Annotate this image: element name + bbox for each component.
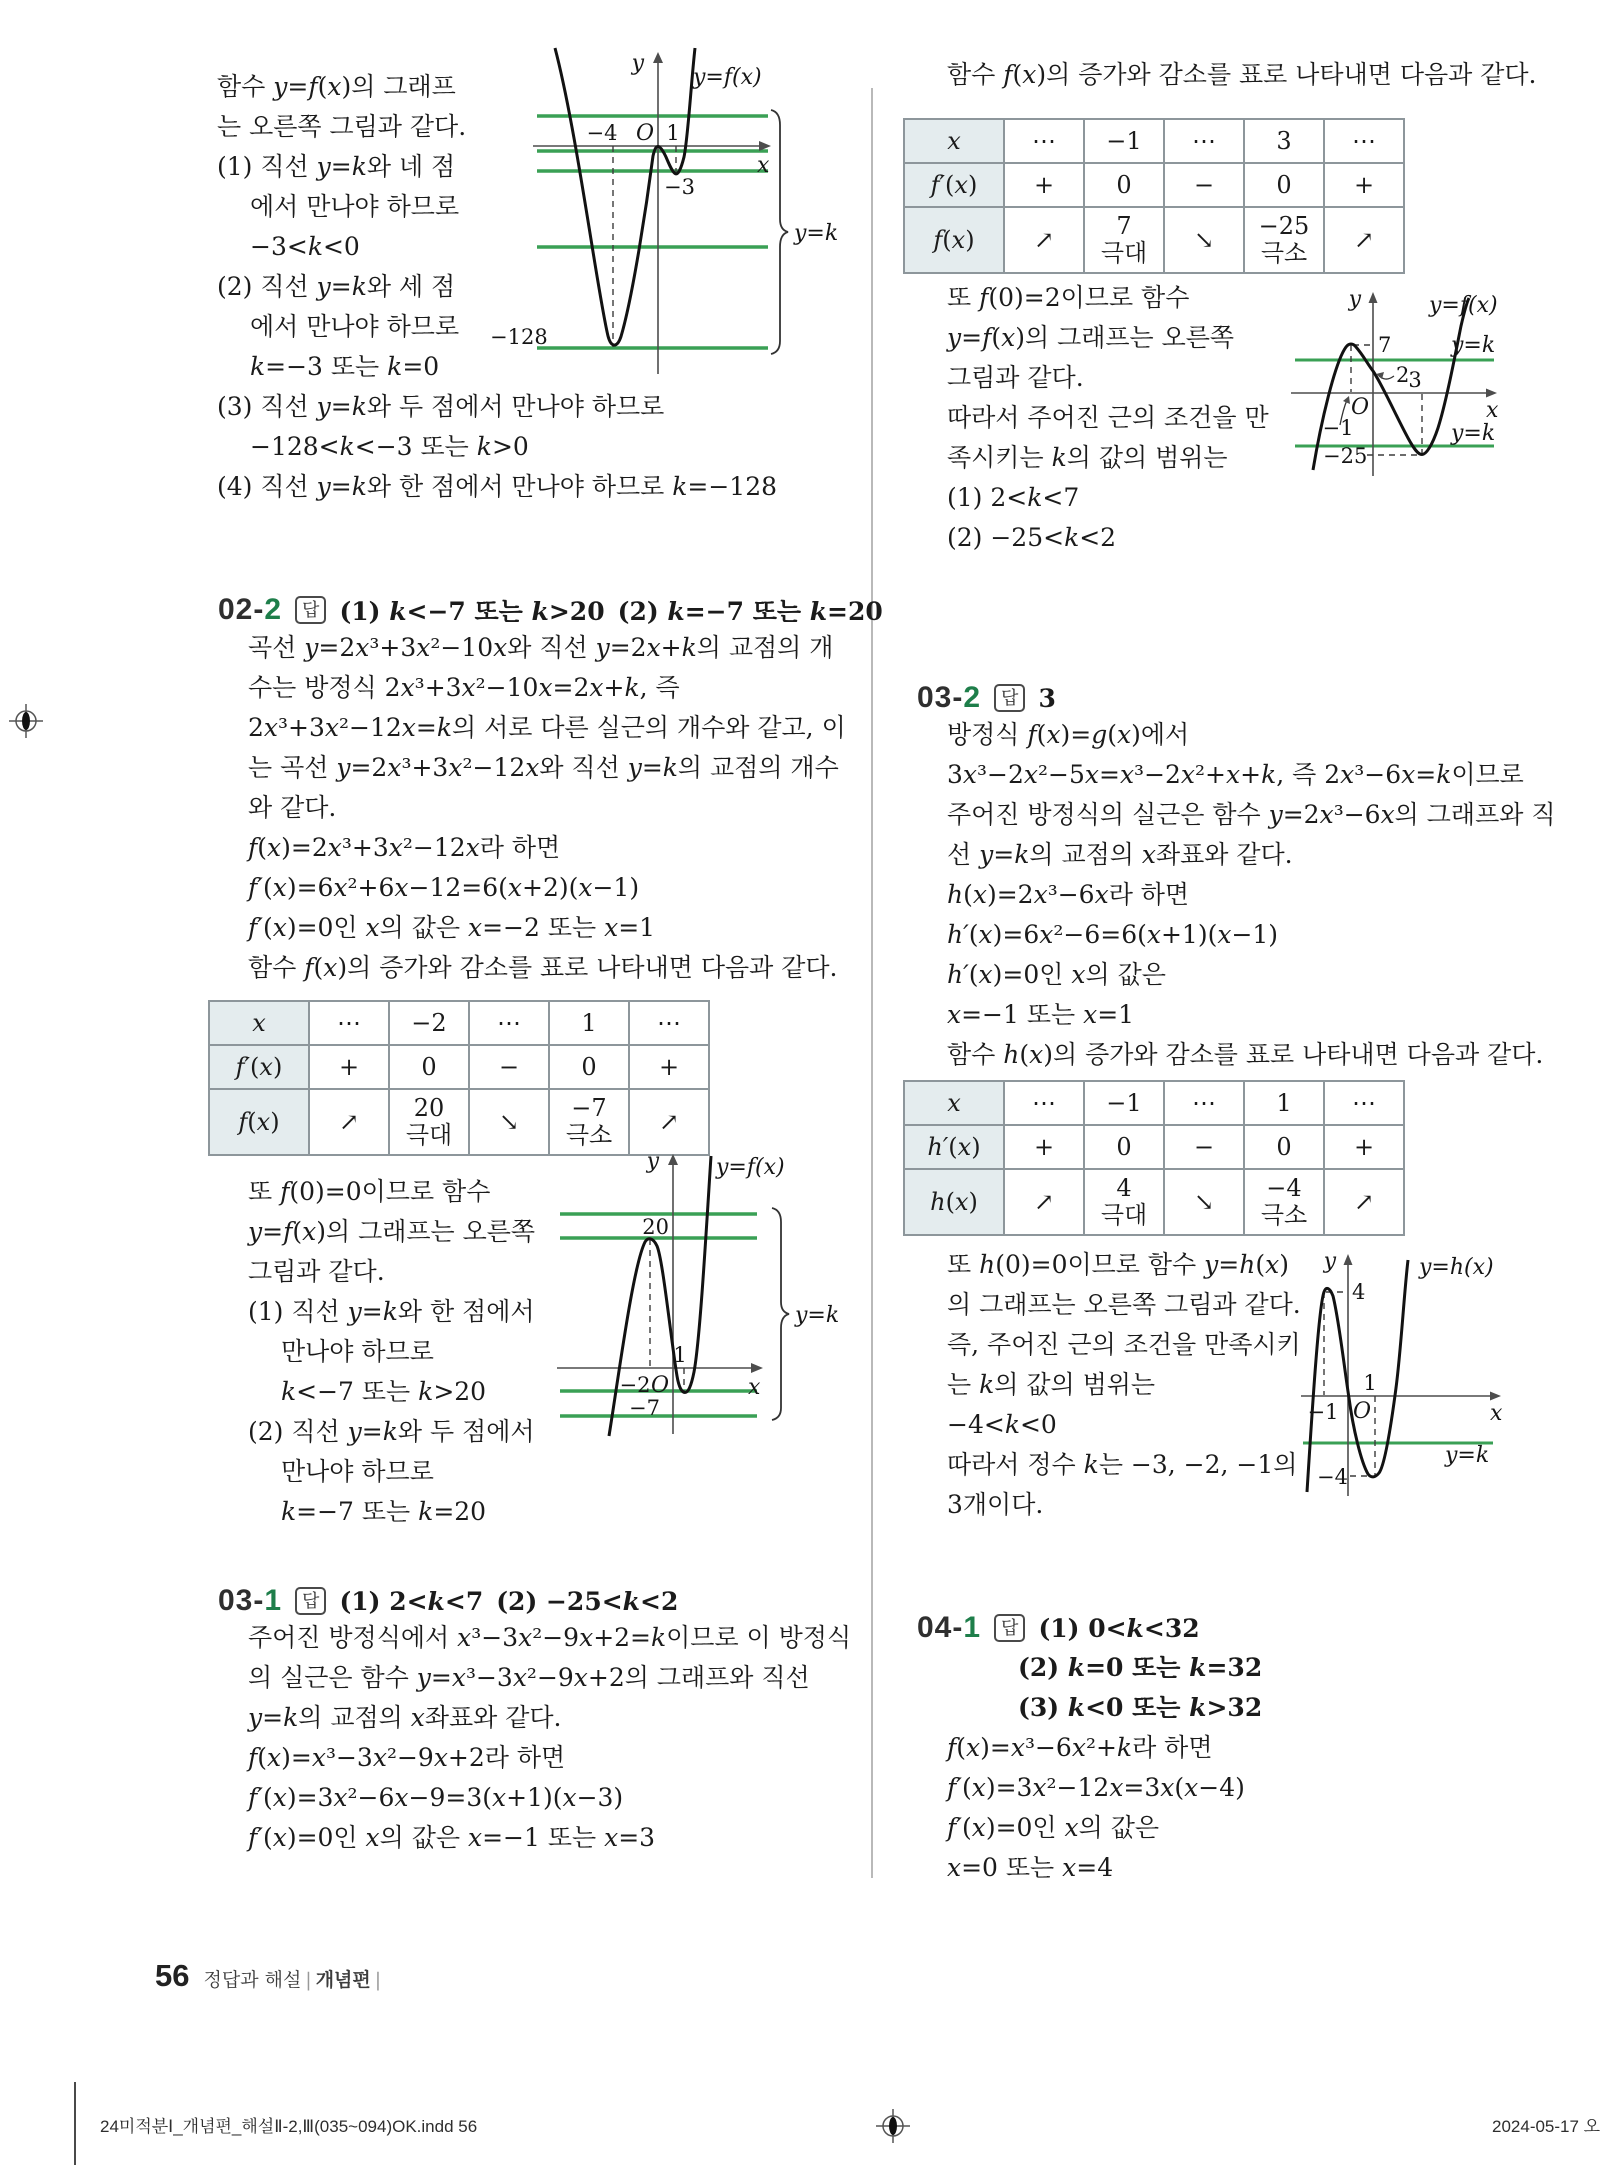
text-line: k<−7 또는 k>20 [281,1377,487,1406]
tick-neg1: −1 [1307,1400,1339,1424]
text-line: f′(x)=3x²−6x−9=3(x+1)(x−3) [248,1783,624,1812]
table-row-header: f′(x) [904,163,1004,207]
tick-7: 7 [1378,333,1392,357]
text-line: 따라서 정수 k는 −3, −2, −1의 [947,1450,1298,1479]
table-cell: ⋯ [1324,1081,1404,1125]
x-axis-label: x [757,153,770,178]
text-line: 는 곡선 y=2x³+3x²−12x와 직선 y=k의 교점의 개수 [248,753,839,782]
table-row [209,1045,709,1089]
registration-mark [8,703,44,739]
table-cell: 0 [549,1045,629,1089]
text-line: k=−3 또는 k=0 [250,352,440,381]
text-line: x=0 또는 x=4 [947,1853,1114,1882]
tick-neg4: −4 [1317,1465,1348,1489]
heading-02-2 [218,589,883,631]
text-line: −3<k<0 [250,232,360,261]
text-line: f′(x)=0인 x의 값은 [947,1813,1160,1842]
sign-table-03-2 [903,1080,1405,1236]
k-line-label: y=k [795,1303,840,1328]
graph-cubic-03-2 [1293,1246,1513,1501]
table-row-header: f′(x) [209,1045,309,1089]
text-line: −4<k<0 [947,1410,1057,1439]
curve-label: y=h(x) [1419,1255,1494,1280]
answer-text: 3 [1038,683,1056,713]
answer-badge: 답 [994,1614,1025,1642]
text-line: 2x³+3x²−12x=k의 서로 다른 실근의 개수와 같고, 이 [248,713,846,742]
answer-text: (1) 0<k<32 [1038,1613,1200,1643]
text-line: 만나야 하므로 [281,1457,434,1486]
heading-03-2 [917,677,1056,719]
table-cell: 20 극대 [389,1089,469,1155]
heading-04-1 [917,1607,1200,1649]
tick-3: 3 [1408,368,1422,392]
origin-label: O [635,121,654,146]
footer-breadcrumb: 정답과 해설 | 개념편 | [203,1969,382,1991]
solution-03-1-cases [947,278,1269,558]
text-line: (2) k=0 또는 k=32 [1018,1653,1263,1682]
table-row [209,1001,709,1045]
text-line: f′(x)=3x²−12x=3x(x−4) [947,1773,1245,1802]
text-line: (3) k<0 또는 k>32 [1018,1693,1263,1722]
answer-text: (2) −25<k<2 [496,1586,679,1616]
solution-03-1-table-intro [947,55,1536,95]
origin-label: O [1353,1399,1372,1424]
table-cell: + [1324,163,1404,207]
tick-neg128: −128 [490,325,548,349]
text-line: (1) 직선 y=k와 한 점에서 [248,1297,535,1326]
heading-03-1 [218,1580,678,1622]
k-line-label: y=k [794,221,839,246]
graph-quartic-02-1 [478,44,858,379]
text-line: 그림과 같다. [947,363,1084,392]
text-line: 함수 f(x)의 증가와 감소를 표로 나타내면 다음과 같다. [947,60,1537,89]
text-line: (2) 직선 y=k와 세 점 [217,272,456,301]
tick-1: 1 [1363,1371,1377,1395]
print-filename: 24미적분Ⅰ_개념편_해설Ⅱ-2,Ⅲ(035~094)OK.indd 56 [100,2117,478,2136]
table-cell: −1 [1084,1081,1164,1125]
solution-02-2-cases [248,1172,535,1532]
registration-mark [875,2108,911,2144]
table-cell: 0 [1244,1125,1324,1169]
sign-table-03-1 [903,118,1405,274]
text-line: 3x³−2x²−5x=x³−2x²+x+k, 즉 2x³−6x=k이므로 [947,760,1524,789]
text-line: f(x)=x³−3x²−9x+2라 하면 [248,1743,566,1772]
text-line: 곡선 y=2x³+3x²−10x와 직선 y=2x+k의 교점의 개 [248,633,834,662]
tick-4: 4 [1352,1280,1366,1304]
table-cell: + [629,1045,709,1089]
tick-1: 1 [666,121,680,145]
y-axis-label: y [646,1149,659,1174]
solution-02-2-body [248,628,846,988]
tick-neg7: −7 [629,1396,660,1420]
text-line: f(x)=2x³+3x²−12x라 하면 [248,833,561,862]
text-line: 주어진 방정식의 실근은 함수 y=2x³−6x의 그래프와 직 [947,800,1556,829]
text-line: 따라서 주어진 근의 조건을 만 [947,403,1269,432]
curve-label: y=f(x) [693,65,762,90]
table-row [904,1125,1404,1169]
table-row [904,163,1404,207]
answer-badge: 답 [295,1587,326,1615]
tick-2: 2 [1396,363,1410,387]
text-line: 수는 방정식 2x³+3x²−10x=2x+k, 즉 [248,673,680,702]
problem-number: 04-1 [917,1611,982,1644]
table-cell: ↗ [629,1089,709,1155]
text-line: (3) 직선 y=k와 두 점에서 만나야 하므로 [217,392,665,421]
text-line: x=−1 또는 x=1 [947,1000,1135,1029]
table-cell: 1 [549,1001,629,1045]
table-cell: + [1004,163,1084,207]
text-line: 의 실근은 함수 y=x³−3x²−9x+2의 그래프와 직선 [248,1663,810,1692]
text-line: 함수 f(x)의 증가와 감소를 표로 나타내면 다음과 같다. [248,953,838,982]
text-line: h′(x)=6x²−6=6(x+1)(x−1) [947,920,1279,949]
table-cell: ⋯ [1004,1081,1084,1125]
x-axis-label: x [1490,1401,1503,1426]
text-line: 의 그래프는 오른쪽 그림과 같다. [947,1290,1301,1319]
text-line: 족시키는 k의 값의 범위는 [947,443,1228,472]
table-row-header: h′(x) [904,1125,1004,1169]
table-row [904,1081,1404,1125]
curve-label: y=f(x) [716,1155,785,1180]
text-line: y=f(x)의 그래프는 오른쪽 [947,323,1235,352]
text-line: f′(x)=6x²+6x−12=6(x+2)(x−1) [248,873,640,902]
solution-03-2-body [947,715,1555,1075]
text-line: y=f(x)의 그래프는 오른쪽 [248,1217,536,1246]
table-row [904,1169,1404,1235]
text-line: 만나야 하므로 [281,1337,434,1366]
table-cell: 1 [1244,1081,1324,1125]
table-cell: 4 극대 [1084,1169,1164,1235]
text-line: 3개이다. [947,1490,1044,1519]
table-cell: 0 [1084,163,1164,207]
origin-label: O [650,1373,669,1398]
table-row-header: f(x) [209,1089,309,1155]
table-cell: 0 [389,1045,469,1089]
text-line: 와 같다. [248,793,337,822]
text-line: 에서 만나야 하므로 [250,192,460,221]
table-row [904,119,1404,163]
table-cell: ⋯ [309,1001,389,1045]
tick-neg1: −1 [1322,416,1354,440]
answer-text: (1) k<−7 또는 k>20 [339,597,605,626]
table-cell: ⋯ [1164,119,1244,163]
text-line: 또 h(0)=0이므로 함수 y=h(x) [947,1250,1289,1279]
page-number: 56 [155,1958,190,1993]
table-cell: −2 [389,1001,469,1045]
solution-03-2-cases [947,1245,1301,1525]
x-axis-label: x [1486,398,1499,423]
table-cell: 0 [1244,163,1324,207]
text-line: 또 f(0)=2이므로 함수 [947,283,1190,312]
text-line: 함수 h(x)의 증가와 감소를 표로 나타내면 다음과 같다. [947,1040,1544,1069]
table-cell: ⋯ [1164,1081,1244,1125]
table-cell: ↗ [1324,1169,1404,1235]
y-axis-label: y [1348,288,1361,312]
table-cell: ↘ [1164,1169,1244,1235]
table-cell: + [1324,1125,1404,1169]
text-line: h′(x)=0인 x의 값은 [947,960,1166,989]
table-cell: ⋯ [1004,119,1084,163]
column-divider [871,88,873,1878]
table-cell: ↗ [1004,207,1084,273]
trim-rule [74,2082,76,2165]
text-line: 즉, 주어진 근의 조건을 만족시키 [947,1330,1301,1359]
text-line: (2) −25<k<2 [947,523,1117,552]
table-cell: 7 극대 [1084,207,1164,273]
table-row-header: x [209,1001,309,1045]
graph-cubic-03-1 [1283,288,1513,480]
k-line-label: y=k [1451,333,1496,358]
curve-label: y=f(x) [1429,293,1498,318]
table-cell: ↗ [309,1089,389,1155]
text-line: (1) 직선 y=k와 네 점 [217,152,456,181]
table-cell: ⋯ [1324,119,1404,163]
table-cell: −25 극소 [1244,207,1324,273]
table-cell: −1 [1084,119,1164,163]
tick-neg4: −4 [586,121,618,145]
table-cell: ↗ [1004,1169,1084,1235]
origin-label: O [1350,395,1369,420]
text-line: 선 y=k의 교점의 x좌표와 같다. [947,840,1293,869]
problem-number: 03-1 [218,1584,283,1617]
table-cell: − [1164,1125,1244,1169]
text-line: f′(x)=0인 x의 값은 x=−2 또는 x=1 [248,913,656,942]
text-line: 또 f(0)=0이므로 함수 [248,1177,491,1206]
text-line: y=k의 교점의 x좌표와 같다. [248,1703,562,1732]
k-line-label: y=k [1445,1443,1490,1468]
text-line: 방정식 f(x)=g(x)에서 [947,720,1190,749]
table-row [904,207,1404,273]
table-cell: ↘ [469,1089,549,1155]
solution-04-1-body [947,1648,1262,1888]
table-cell: 3 [1244,119,1324,163]
x-axis-label: x [748,1375,761,1400]
text-line: f′(x)=0인 x의 값은 x=−1 또는 x=3 [248,1823,656,1852]
text-line: 에서 만나야 하므로 [250,312,460,341]
tick-neg3: −3 [664,175,695,199]
sign-table-02-2 [208,1000,710,1156]
problem-number: 02-2 [218,593,283,626]
print-date: 2024-05-17 오 [1492,2117,1601,2136]
tick-20: 20 [642,1215,669,1239]
k-line-label: y=k [1451,421,1496,446]
text-line: 함수 y=f(x)의 그래프 [217,72,456,101]
text-line: 주어진 방정식에서 x³−3x²−9x+2=k이므로 이 방정식 [248,1623,852,1652]
text-line: (4) 직선 y=k와 한 점에서 만나야 하므로 k=−128 [217,472,778,501]
answer-text: (2) k=−7 또는 k=20 [617,597,883,626]
table-row-header: f(x) [904,207,1004,273]
text-line: −128<k<−3 또는 k>0 [250,432,529,461]
table-row-header: x [904,119,1004,163]
page-footer [155,1958,385,1994]
table-cell: −4 극소 [1244,1169,1324,1235]
text-line: 그림과 같다. [248,1257,385,1286]
table-cell: ↘ [1164,207,1244,273]
table-cell: −7 극소 [549,1089,629,1155]
y-axis-label: y [1323,1249,1336,1274]
table-cell: + [309,1045,389,1089]
text-line: (1) 2<k<7 [947,483,1080,512]
problem-number: 03-2 [917,681,982,714]
answer-text: (1) 2<k<7 [339,1586,484,1616]
graph-cubic-02-2 [545,1146,850,1438]
text-line: (2) 직선 y=k와 두 점에서 [248,1417,535,1446]
tick-neg2: −2 [619,1373,651,1397]
table-cell: ⋯ [629,1001,709,1045]
table-cell: ↗ [1324,207,1404,273]
text-line: f(x)=x³−6x²+k라 하면 [947,1733,1213,1762]
y-axis-label: y [631,51,644,76]
text-line: 는 오른쪽 그림과 같다. [217,112,467,141]
table-cell: − [1164,163,1244,207]
table-cell: ⋯ [469,1001,549,1045]
answer-badge: 답 [994,684,1025,712]
answer-badge: 답 [295,596,326,624]
solution-03-1-body [248,1618,851,1858]
table-row-header: x [904,1081,1004,1125]
text-line: k=−7 또는 k=20 [281,1497,487,1526]
table-row-header: h(x) [904,1169,1004,1235]
tick-1: 1 [673,1343,687,1367]
text-line: h(x)=2x³−6x라 하면 [947,880,1190,909]
table-cell: − [469,1045,549,1089]
tick-neg25: −25 [1323,444,1368,468]
text-line: 는 k의 값의 범위는 [947,1370,1156,1399]
table-cell: 0 [1084,1125,1164,1169]
table-cell: + [1004,1125,1084,1169]
